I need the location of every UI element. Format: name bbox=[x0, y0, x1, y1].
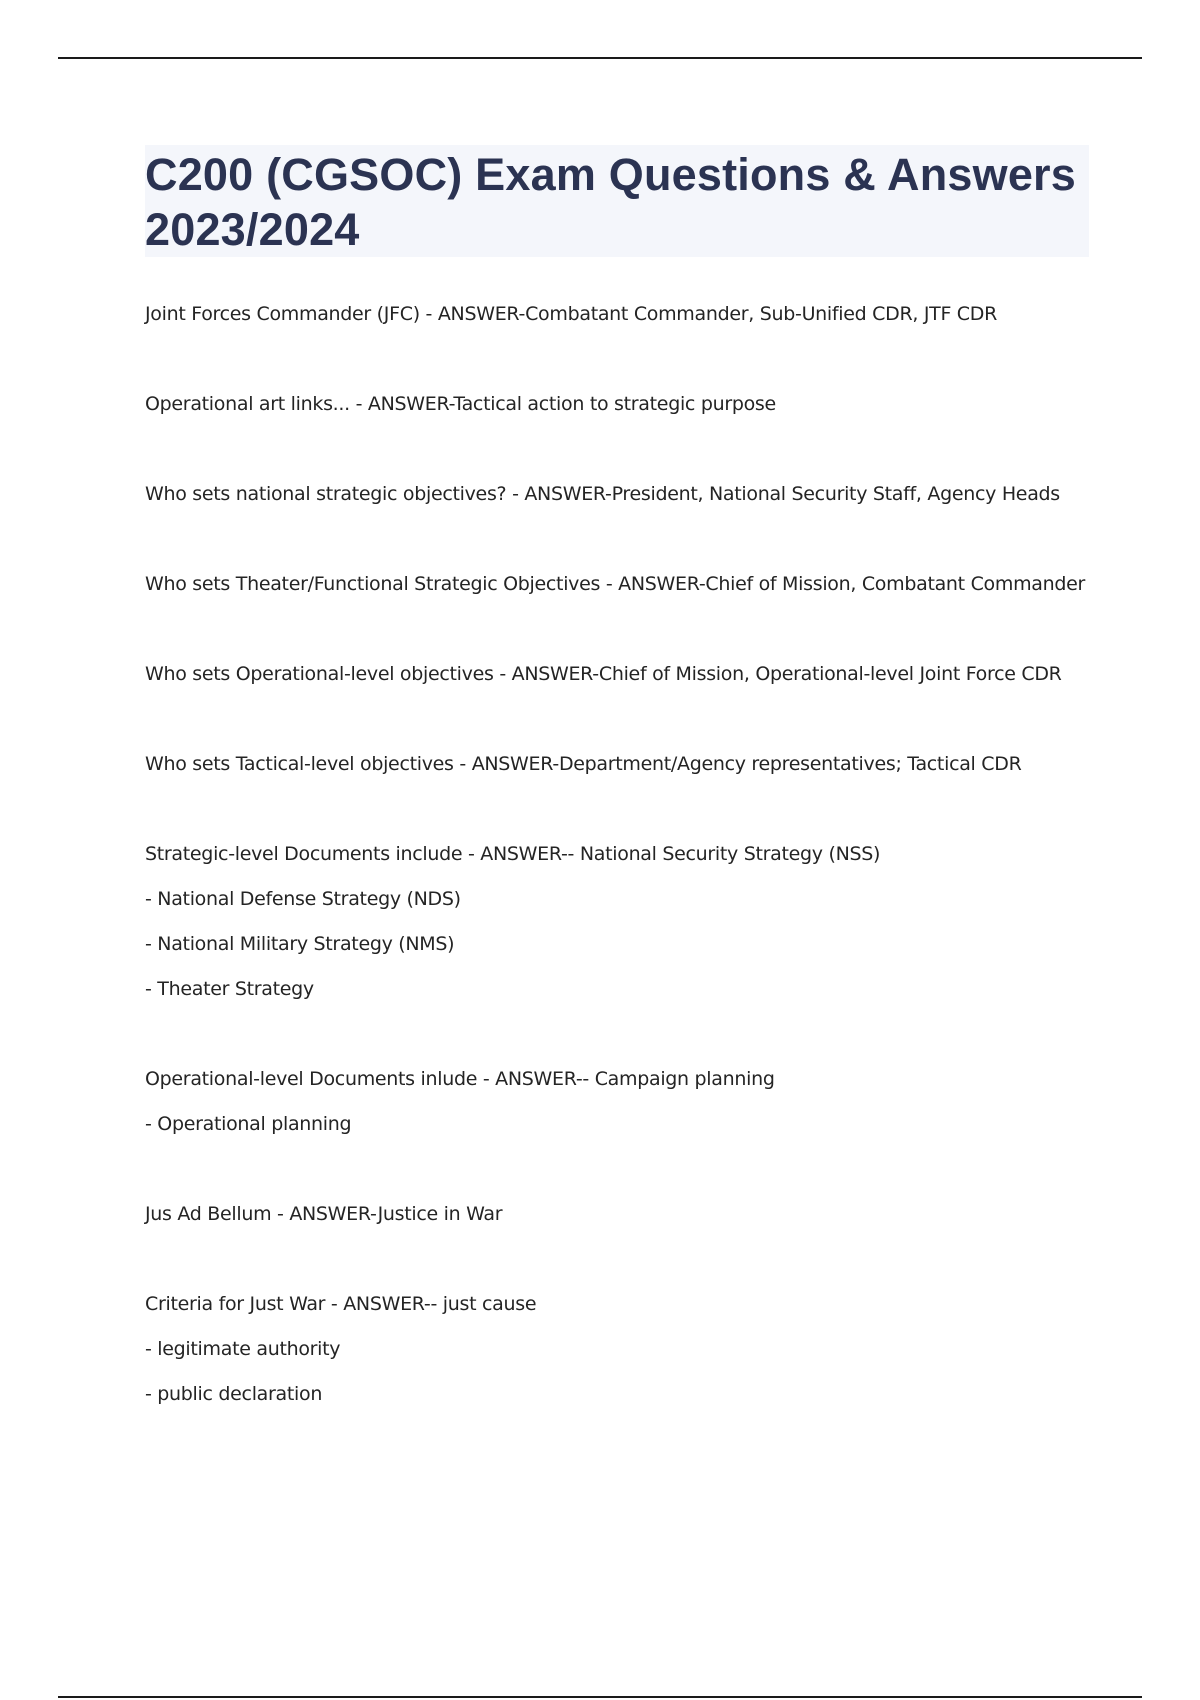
qa-item bbox=[145, 392, 1105, 416]
qa-line: - public declaration bbox=[145, 1383, 323, 1405]
qa-line: Who sets Tactical-level objectives - ANSWER-Department/Agency representatives; Tactical CDR bbox=[145, 753, 1022, 775]
qa-item bbox=[145, 572, 1105, 596]
header-rule bbox=[58, 57, 1142, 59]
qa-line: - Operational planning bbox=[145, 1113, 352, 1135]
footer-rule bbox=[58, 1696, 1142, 1698]
qa-line: Operational art links... - ANSWER-Tactical action to strategic purpose bbox=[145, 393, 776, 415]
qa-line: Who sets national strategic objectives? - ANSWER-President, National Security Staff, Agency Heads bbox=[145, 483, 1060, 505]
qa-item bbox=[145, 482, 1105, 506]
qa-line: - legitimate authority bbox=[145, 1338, 341, 1360]
qa-item bbox=[145, 842, 1105, 1001]
qa-line: Joint Forces Commander (JFC) - ANSWER-Combatant Commander, Sub-Unified CDR, JTF CDR bbox=[145, 303, 998, 325]
qa-item bbox=[145, 1202, 1105, 1226]
qa-line: - Theater Strategy bbox=[145, 978, 314, 1000]
qa-item bbox=[145, 1067, 1105, 1136]
qa-line: Jus Ad Bellum - ANSWER-Justice in War bbox=[145, 1203, 503, 1225]
qa-line: Strategic-level Documents include - ANSWER-- National Security Strategy (NSS) bbox=[145, 843, 881, 865]
qa-line: Who sets Operational-level objectives - ANSWER-Chief of Mission, Operational-level Joint Force CDR bbox=[145, 663, 1062, 685]
qa-item bbox=[145, 1292, 1105, 1406]
qa-line: Operational-level Documents inlude - ANSWER-- Campaign planning bbox=[145, 1068, 775, 1090]
qa-line: - National Military Strategy (NMS) bbox=[145, 933, 455, 955]
qa-line: Who sets Theater/Functional Strategic Objectives - ANSWER-Chief of Mission, Combatant Commander bbox=[145, 573, 1086, 595]
qa-item bbox=[145, 752, 1105, 776]
qa-line: - National Defense Strategy (NDS) bbox=[145, 888, 461, 910]
title-block bbox=[145, 145, 1089, 257]
document-title: C200 (CGSOC) Exam Questions & Answers 2023/2024 bbox=[145, 149, 1076, 255]
qa-item bbox=[145, 302, 1105, 326]
qa-line: Criteria for Just War - ANSWER-- just cause bbox=[145, 1293, 537, 1315]
qa-list bbox=[145, 302, 1105, 1472]
qa-item bbox=[145, 662, 1105, 686]
